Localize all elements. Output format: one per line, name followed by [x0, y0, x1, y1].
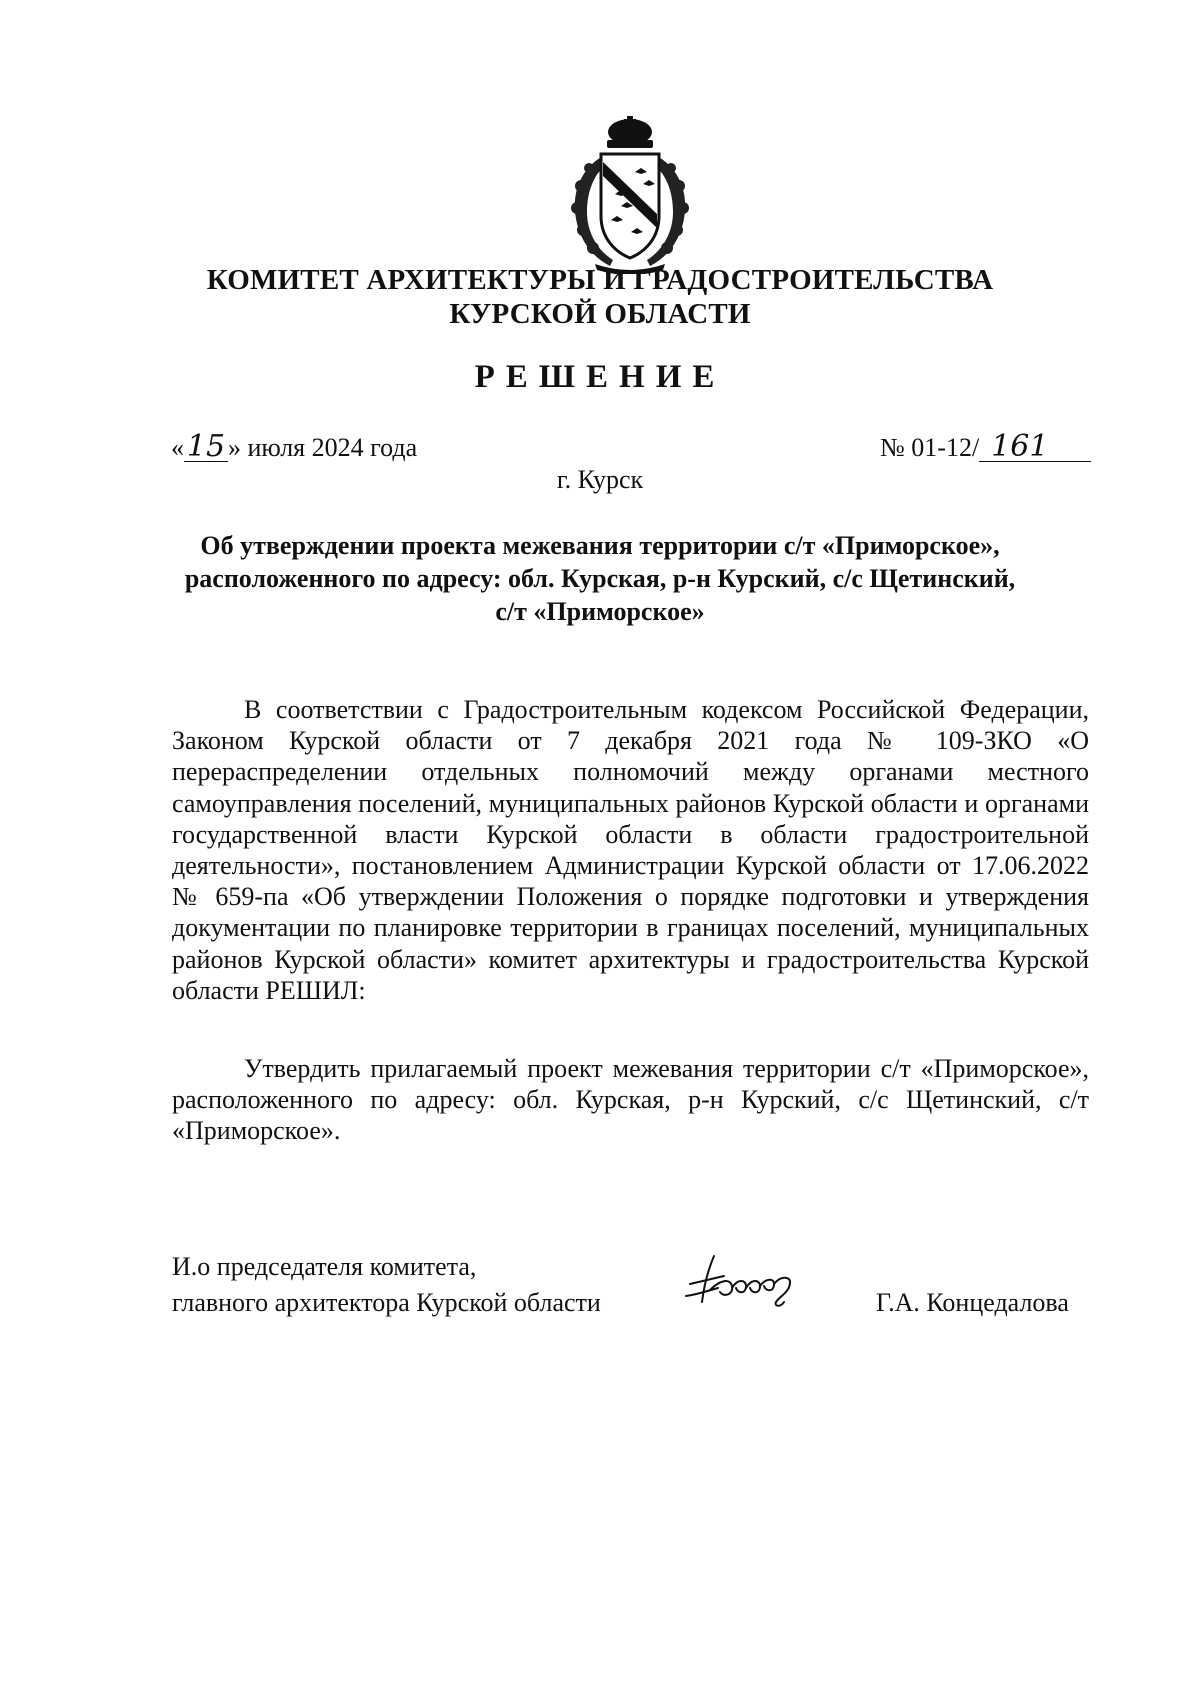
subject-line-2: расположенного по адресу: обл. Курская, р-н Курский, с/с Щетинский, — [184, 564, 1016, 593]
subject-line-1: Об утверждении проекта межевания территории с/т «Приморское», — [200, 531, 1000, 560]
signatory-position-line1: И.о председателя комитета, — [172, 1252, 477, 1281]
handwritten-signature-icon — [680, 1250, 805, 1312]
document-number — [880, 429, 1091, 464]
signatory-name: Г.А. Концедалова — [876, 1288, 1069, 1317]
subject-line-3: с/т «Приморское» — [495, 597, 705, 626]
signatory-position-line2: главного архитектора Курской области — [172, 1288, 601, 1317]
date-month-year: » июля 2024 года — [228, 433, 418, 462]
document-subject — [150, 529, 1050, 628]
body-paragraph-1: В соответствии с Градостроительным кодексом Российской Федерации, Законом Курской области от 7 декабря 2021 года № 109-ЗКО «О перераспределении отдельных полномочий между органами местного самоуправления поселений, муниципальных районов Курской области и органами государственной власти Курской области в области градостроительной деятельности», постановлением Администрации Курской области от 17.06.2022 № 659-па «Об утверждении Положения о порядке подготовки и утверждения документации по планировке территории в границах поселений, муниципальных районов Курской области» комитет архитектуры и градостроительства Курской области РЕШИЛ: — [172, 695, 1089, 1005]
organization-title-line1: КОМИТЕТ АРХИТЕКТУРЫ И ГРАДОСТРОИТЕЛЬСТВА — [206, 264, 994, 296]
date-day-handwritten: 15 — [184, 433, 228, 462]
document-city: г. Курск — [556, 465, 644, 494]
document-date — [171, 429, 418, 464]
kursk-region-coat-of-arms-icon — [555, 116, 705, 274]
document-number-prefix: № 01-12/ — [880, 433, 980, 462]
document-type-title: РЕШЕНИЕ — [474, 359, 726, 395]
body-paragraph-2: Утвердить прилагаемый проект межевания территории с/т «Приморское», расположенного по адресу: обл. Курская, р-н Курский, с/с Щетинский, с/т «Приморское». — [172, 1054, 1089, 1146]
signatory-position — [172, 1249, 601, 1321]
document-number-handwritten: 161 — [979, 433, 1091, 462]
date-open-quote: « — [171, 433, 184, 462]
organization-title-line2: КУРСКОЙ ОБЛАСТИ — [449, 298, 751, 330]
